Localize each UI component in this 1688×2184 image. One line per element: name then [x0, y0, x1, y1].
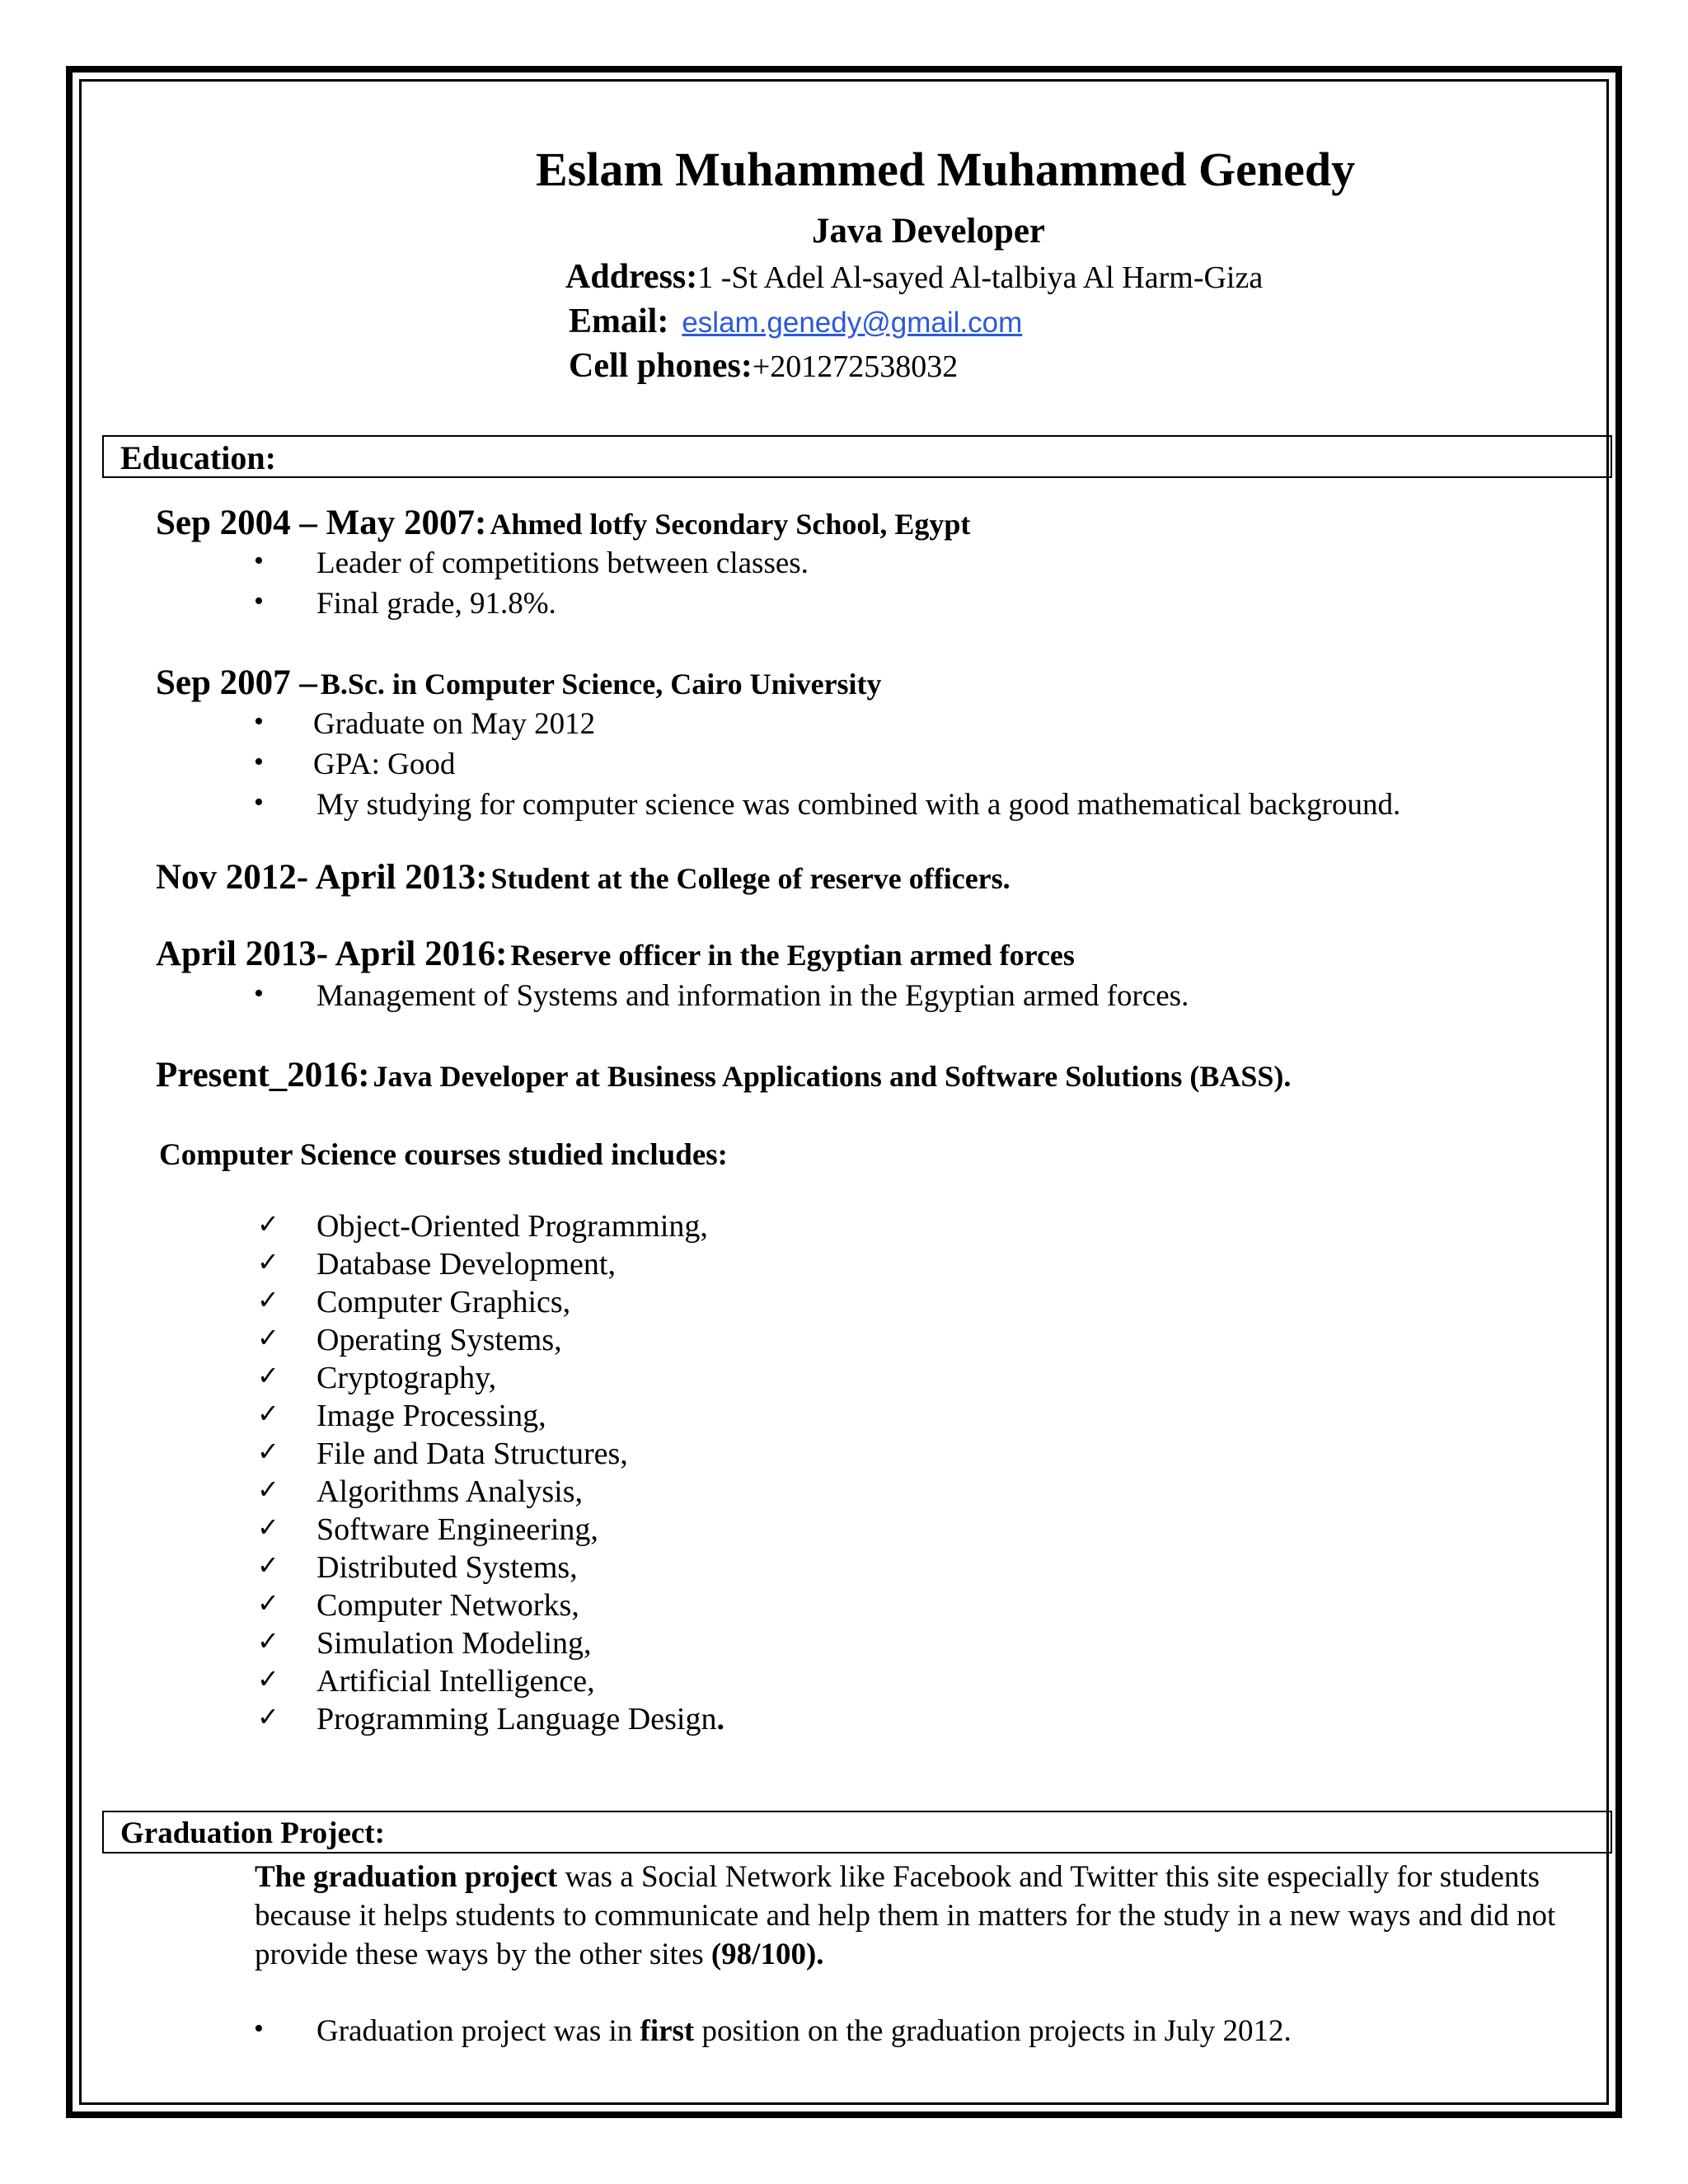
- entry-desc: Ahmed lotfy Secondary School, Egypt: [490, 508, 971, 541]
- bullet-dot-icon: •: [254, 787, 264, 818]
- entry-desc: Student at the College of reserve officers.: [490, 862, 1010, 895]
- phone-value: +201272538032: [752, 349, 959, 384]
- education-entry-5: [156, 1055, 1291, 1095]
- address-label: Address:: [565, 258, 698, 296]
- education-entry-2: [156, 663, 882, 703]
- entry-date: Sep 2004 – May 2007:: [156, 504, 487, 542]
- checkmark-icon: ✓: [257, 1322, 279, 1353]
- entry-date: Sep 2007 –: [156, 663, 317, 702]
- checkmark-icon: ✓: [257, 1587, 279, 1619]
- checkmark-icon: ✓: [257, 1246, 279, 1277]
- entry-date: April 2013- April 2016:: [156, 935, 508, 973]
- entry-date: Nov 2012- April 2013:: [156, 858, 488, 897]
- address-line: [565, 257, 1263, 297]
- entry-date: Present_2016:: [156, 1056, 370, 1094]
- bullet-dot-icon: •: [254, 586, 264, 616]
- candidate-name: Eslam Muhammed Muhammed Genedy: [536, 143, 1356, 196]
- education-title: Education:: [120, 439, 276, 476]
- education-entry-4: [156, 934, 1075, 974]
- bullet-dot-icon: •: [254, 546, 264, 576]
- education-section-header: [102, 435, 1612, 478]
- bullet-dot-icon: •: [254, 747, 264, 777]
- graduation-section-header: [102, 1811, 1612, 1854]
- entry-desc: B.Sc. in Computer Science, Cairo University: [320, 668, 882, 701]
- education-entry-3: [156, 857, 1010, 898]
- graduation-title: Graduation Project:: [120, 1816, 385, 1850]
- courses-heading: Computer Science courses studied includes:: [159, 1138, 728, 1172]
- address-value: 1 -St Adel Al-sayed Al-talbiya Al Harm-Giza: [697, 260, 1264, 295]
- job-title: Java Developer: [812, 212, 1046, 251]
- checkmark-icon: ✓: [257, 1663, 279, 1694]
- email-link[interactable]: eslam.genedy@gmail.com: [682, 307, 1023, 339]
- checkmark-icon: ✓: [257, 1474, 279, 1505]
- checkmark-icon: ✓: [257, 1701, 279, 1732]
- checkmark-icon: ✓: [257, 1208, 279, 1240]
- bullet-dot-icon: •: [254, 978, 264, 1009]
- checkmark-icon: ✓: [257, 1398, 279, 1429]
- bullet-dot-icon: •: [254, 2013, 264, 2044]
- checkmark-icon: ✓: [257, 1436, 279, 1467]
- phone-line: [569, 346, 958, 386]
- education-entry-1: [156, 503, 970, 543]
- checkmark-icon: ✓: [257, 1284, 279, 1315]
- graduation-description: The graduation project was a Social Network like Facebook and Twitter this site especially for students because it helps students to communicate and help them in matters for the study in a new ways and did not provide these ways by the other sites (98/100).: [255, 1860, 1556, 1971]
- email-line: [569, 302, 1022, 341]
- checkmark-icon: ✓: [257, 1549, 279, 1581]
- bullet-dot-icon: •: [254, 706, 264, 737]
- checkmark-icon: ✓: [257, 1625, 279, 1657]
- checkmark-icon: ✓: [257, 1511, 279, 1543]
- email-label: Email:: [569, 302, 669, 340]
- entry-desc: Java Developer at Business Applications and Software Solutions (BASS).: [373, 1060, 1292, 1093]
- entry-desc: Reserve officer in the Egyptian armed forces: [510, 939, 1075, 972]
- checkmark-icon: ✓: [257, 1360, 279, 1391]
- phone-label: Cell phones:: [569, 347, 753, 385]
